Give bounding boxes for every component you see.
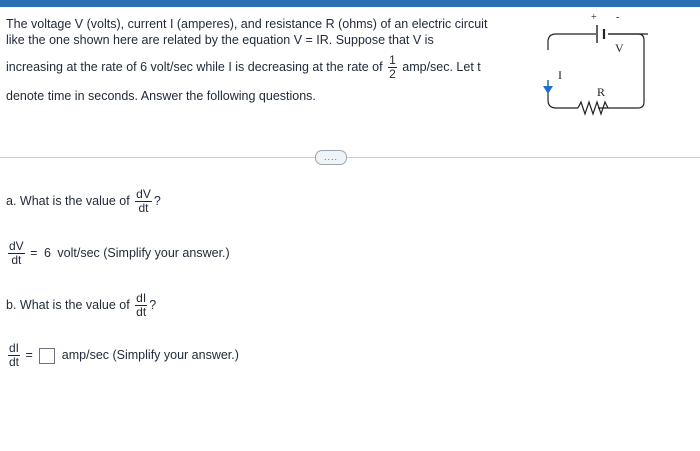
part-b-prompt: b. What is the value of [6, 297, 130, 312]
part-b-equals: = [25, 347, 33, 362]
part-a-equals: = [30, 245, 38, 260]
part-a-prompt: a. What is the value of [6, 193, 130, 208]
circuit-wire-bottom-left [548, 80, 578, 108]
voltage-label: V [615, 41, 624, 55]
problem-line-3 [6, 54, 506, 81]
part-a-answer-input[interactable]: 6 [43, 245, 51, 260]
resistor-label: R [597, 85, 606, 99]
part-b-answer-row [6, 342, 239, 369]
part-b-fraction-denominator: dt [136, 305, 147, 319]
rate-fraction [388, 54, 397, 81]
part-a-answer-fraction-numerator: dV [9, 239, 24, 253]
top-accent-bar [0, 0, 700, 7]
circuit-diagram [528, 10, 648, 120]
part-a-answer-row [6, 240, 230, 267]
section-divider [0, 157, 700, 158]
part-b-answer-input[interactable] [39, 348, 55, 364]
current-label: I [558, 68, 562, 82]
circuit-wire-top-left [548, 34, 596, 50]
battery-plus-label: + [591, 12, 597, 23]
part-a-unit-text: volt/sec (Simplify your answer.) [57, 245, 230, 260]
part-b-suffix: ? [149, 297, 157, 312]
problem-line-3-after: amp/sec. Let t [402, 59, 481, 74]
problem-line-3-before: increasing at the rate of 6 volt/sec while I is decreasing at the rate of [6, 59, 383, 74]
problem-line-4: denote time in seconds. Answer the following questions. [6, 89, 316, 103]
rate-fraction-denominator: 2 [389, 67, 396, 81]
resistor-zigzag [578, 102, 608, 114]
current-arrow-head [543, 86, 553, 94]
part-a-question [6, 188, 161, 215]
part-b-unit-text: amp/sec (Simplify your answer.) [61, 347, 239, 362]
part-b-answer-fraction [8, 342, 20, 369]
rate-fraction-numerator: 1 [389, 53, 396, 67]
part-b-answer-fraction-numerator: dI [9, 341, 20, 355]
problem-statement [6, 16, 506, 104]
expand-more-button[interactable]: .... [315, 150, 347, 165]
part-b-answer-fraction-denominator: dt [9, 355, 20, 369]
part-a-answer-fraction [8, 240, 25, 267]
part-a-fraction-denominator: dt [138, 201, 149, 215]
part-b-question [6, 292, 156, 319]
problem-line-2: like the one shown here are related by the equation V = IR. Suppose that V is [6, 33, 434, 47]
part-a-answer-fraction-denominator: dt [11, 253, 22, 267]
part-b-fraction-numerator: dI [136, 291, 147, 305]
problem-line-1: The voltage V (volts), current I (amperes), and resistance R (ohms) of an electric circuit [6, 17, 488, 31]
battery-minus-label: - [616, 12, 620, 23]
part-a-fraction-numerator: dV [136, 187, 151, 201]
part-a-fraction [135, 188, 152, 215]
part-a-suffix: ? [153, 193, 161, 208]
part-b-fraction [135, 292, 147, 319]
